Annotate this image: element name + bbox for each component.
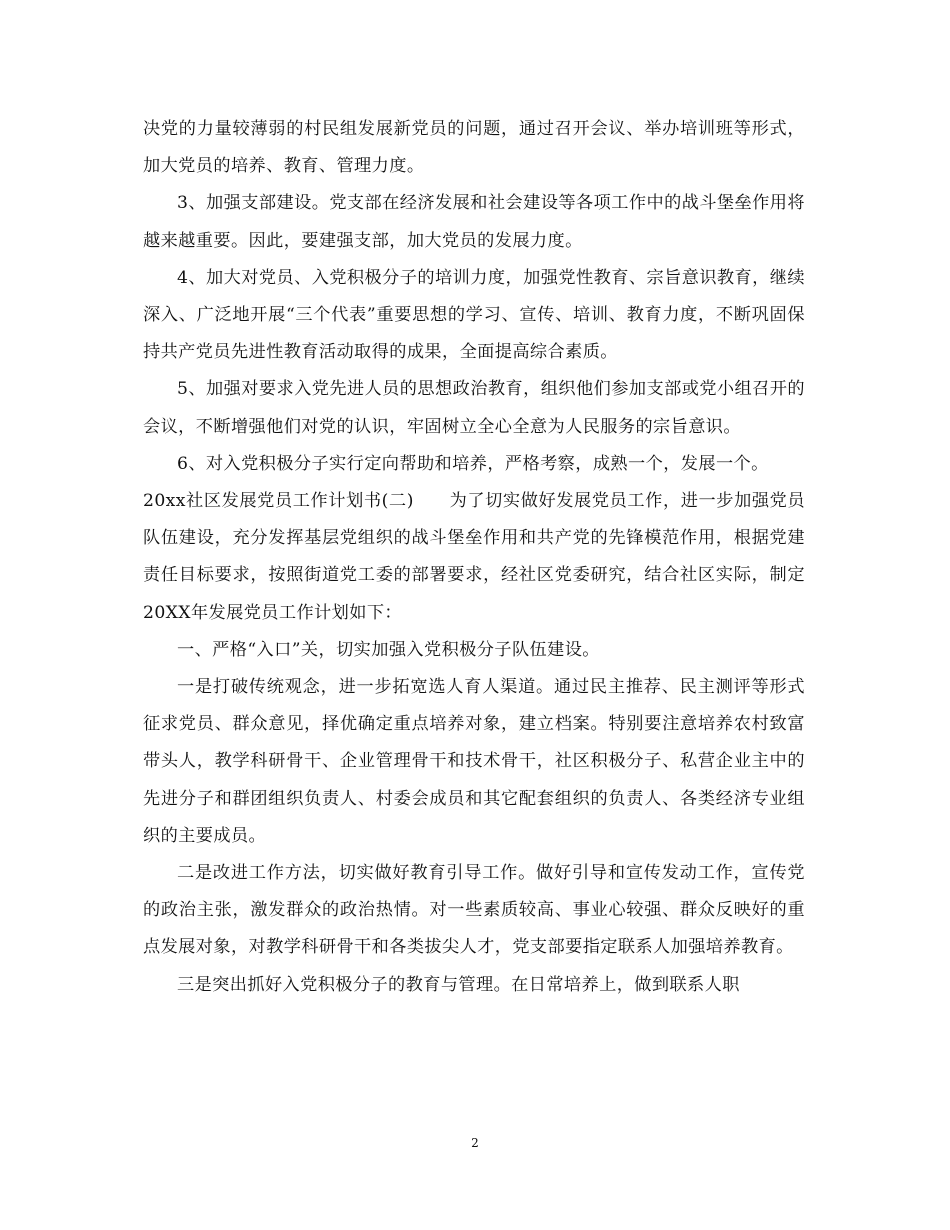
- paragraph: 6、对入党积极分子实行定向帮助和培养，严格考察，成熟一个，发展一个。: [177, 453, 769, 474]
- paragraph: 一、严格“入口”关，切实加强入党积极分子队伍建设。: [177, 639, 600, 660]
- paragraph: 三是突出抓好入党积极分子的教育与管理。在日常培养上，做到联系人职: [177, 974, 740, 995]
- paragraph: 决党的力量较薄弱的村民组发展新党员的问题，通过召开会议、举办培训班等形式，加大党员的培养、教育、管理力度。: [143, 119, 805, 177]
- page-number: 2: [471, 1136, 479, 1150]
- paragraph-section-heading: 20xx社区发展党员工作计划书(二) 为了切实做好发展党员工作，进一步加强党员队伍建设，充分发挥基层党组织的战斗堡垒作用和共产党的先锋模范作用，根据党建责任目标要求，按照街道党工委的部署要求，经社区党委研究，结合社区实际，制定20XX年发展党员工作计划如下：: [143, 491, 805, 623]
- paragraph: 5、加强对要求入党先进人员的思想政治教育，组织他们参加支部或党小组召开的会议，不断增强他们对党的认识，牢固树立全心全意为人民服务的宗旨意识。: [143, 379, 805, 437]
- paragraph: 3、加强支部建设。党支部在经济发展和社会建设等各项工作中的战斗堡垒作用将越来越重要。因此，要建强支部，加大党员的发展力度。: [143, 193, 805, 251]
- paragraph: 二是改进工作方法，切实做好教育引导工作。做好引导和宣传发动工作，宣传党的政治主张，激发群众的政治热情。对一些素质较高、事业心较强、群众反映好的重点发展对象，对教学科研骨干和各类拔尖人才，党支部要指定联系人加强培养教育。: [143, 863, 805, 958]
- paragraph: 一是打破传统观念，进一步拓宽选人育人渠道。通过民主推荐、民主测评等形式征求党员、群众意见，择优确定重点培养对象，建立档案。特别要注意培养农村致富带头人，教学科研骨干、企业管理骨干和技术骨干，社区积极分子、私营企业主中的先进分子和群团组织负责人、村委会成员和其它配套组织的负责人、各类经济专业组织的主要成员。: [143, 677, 805, 846]
- paragraph: 4、加大对党员、入党积极分子的培训力度，加强党性教育、宗旨意识教育，继续深入、广泛地开展“三个代表”重要思想的学习、宣传、培训、教育力度，不断巩固保持共产党员先进性教育活动取得的成果，全面提高综合素质。: [143, 267, 805, 363]
- document-body: [143, 111, 805, 1004]
